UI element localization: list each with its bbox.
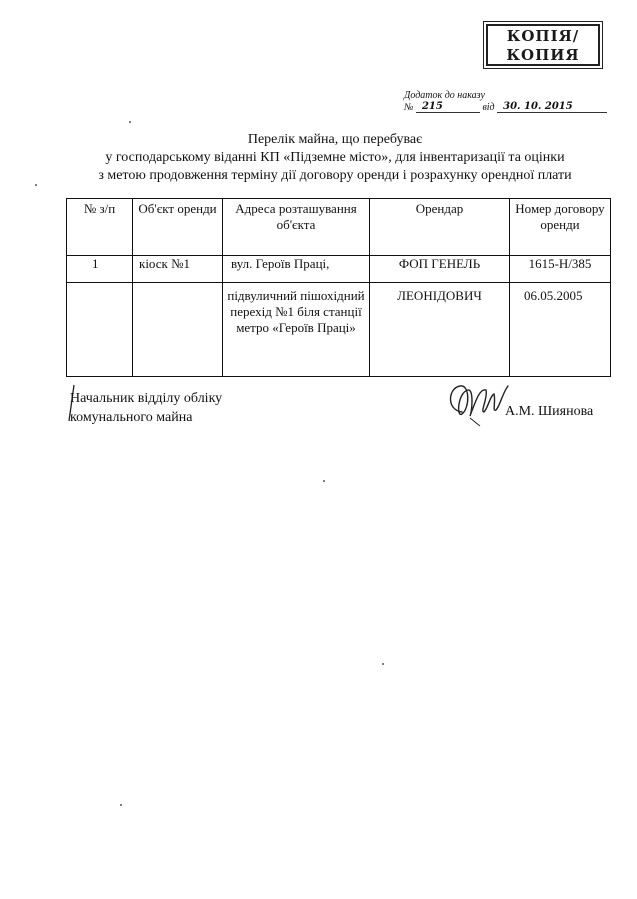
header-address: Адреса розташування об'єкта [223, 199, 370, 256]
scan-speck [120, 804, 122, 806]
title-line-2: у господарському віданні КП «Підземне місто», для інвентаризації та оцінки [105, 150, 565, 165]
scan-speck [35, 184, 37, 186]
header-tenant: Орендар [370, 199, 510, 256]
title-line-3: з метою продовження терміну дії договору оренди і розрахунку орендної плати [98, 168, 572, 183]
cell-object [133, 283, 223, 377]
annex-number-field [416, 101, 480, 113]
annex-date-value: 30. 10. 2015 [503, 101, 573, 112]
annex-date-field [497, 101, 607, 113]
annex-title: Додаток до наказу [404, 90, 485, 101]
scan-speck [323, 480, 325, 482]
table-row [67, 283, 611, 377]
title-line-1: Перелік майна, що перебуває [247, 132, 423, 147]
property-table [66, 198, 611, 377]
cell-number [67, 283, 133, 377]
signatory-name: А.М. Шиянова [505, 404, 594, 419]
stamp-line-1: КОПІЯ/ [506, 27, 580, 45]
annex-number-value: 215 [421, 101, 443, 112]
cell-tenant: ФОП ГЕНЕЛЬ [370, 256, 510, 283]
header-contract: Номер договору оренди [510, 199, 611, 256]
annex-date-prefix: від [482, 102, 495, 113]
annex-number-prefix: № [404, 102, 414, 113]
cell-contract: 06.05.2005 [510, 283, 611, 377]
scan-speck [129, 121, 131, 123]
table-row [67, 256, 611, 283]
header-object: Об'єкт оренди [133, 199, 223, 256]
annex-number-date [404, 101, 607, 113]
stamp-line-2: КОПИЯ [506, 46, 580, 64]
signatory-role-line-1: Начальник відділу обліку [70, 391, 223, 406]
header-number: № з/п [67, 199, 133, 256]
cell-object: кіоск №1 [133, 256, 223, 283]
cell-tenant: ЛЕОНІДОВИЧ [370, 283, 510, 377]
scan-speck [382, 663, 384, 665]
table-header-row [67, 199, 611, 256]
cell-address: підвуличний пішохідний перехід №1 біля станції метро «Героїв Праці» [223, 283, 370, 377]
cell-address: вул. Героїв Праці, [223, 256, 370, 283]
cell-contract: 1615-Н/385 [510, 256, 611, 283]
handwritten-signature-icon [440, 378, 520, 428]
signatory-role-line-2: комунального майна [70, 410, 193, 425]
cell-number: 1 [67, 256, 133, 283]
document-title [40, 131, 630, 185]
signatory-role [70, 389, 222, 427]
copy-stamp [486, 24, 600, 66]
